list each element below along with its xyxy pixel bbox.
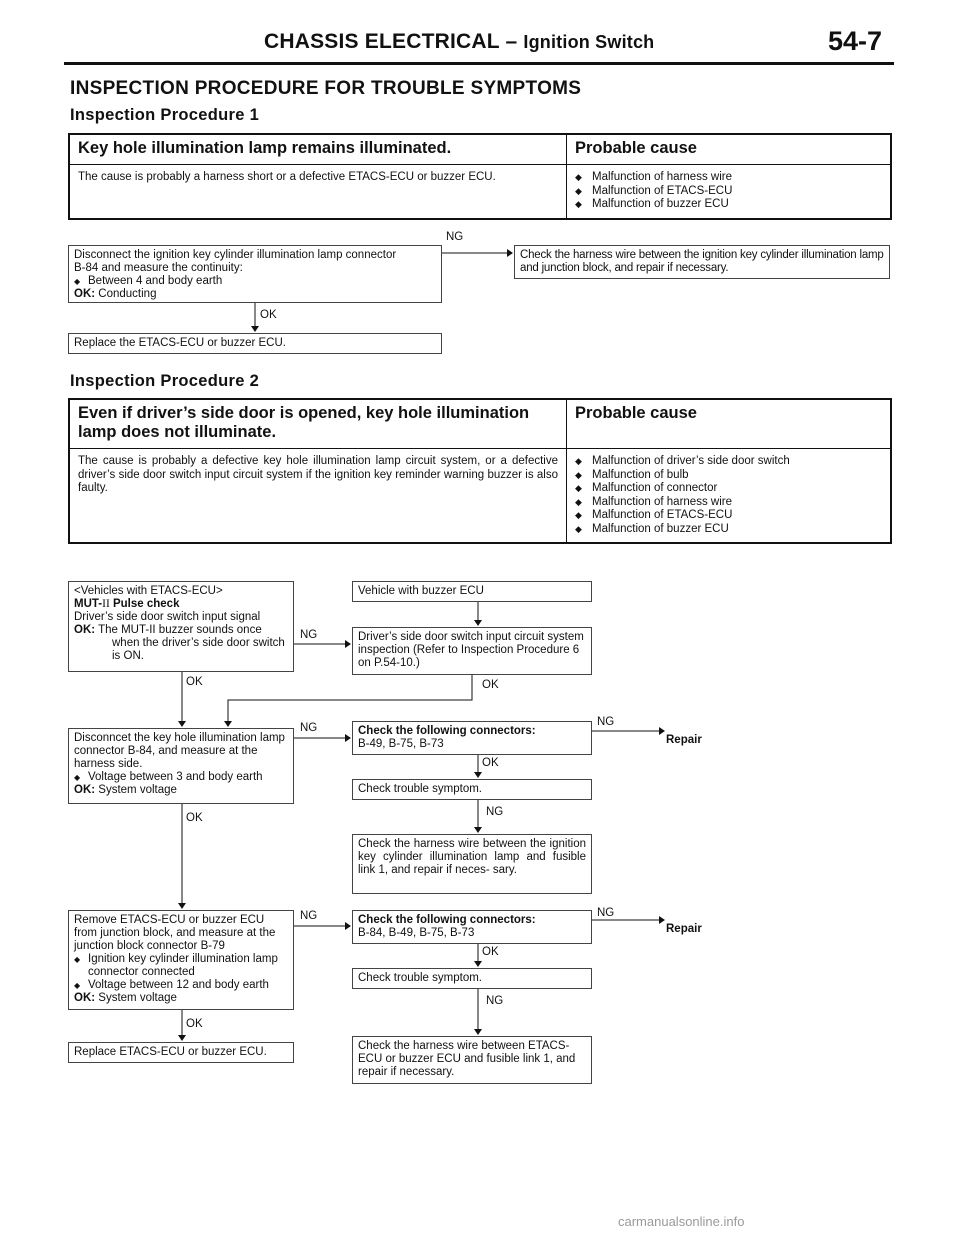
flow-label-ng: NG [300,722,318,734]
flow-label-ng: NG [486,806,504,818]
list-item: ◆ Malfunction of ETACS-ECU [575,509,882,523]
flow-label-ok: OK [186,812,203,824]
p2-check-trouble-2: Check trouble symptom. [352,968,592,989]
flow-label-ok: OK [186,1018,203,1030]
procedure2-cause-header: Probable cause [567,399,892,449]
repair-label: Repair [666,734,702,746]
procedure1-description: The cause is probably a harness short or a defective ETACS-ECU or buzzer ECU. [78,171,496,183]
arrow-ok [228,675,472,726]
list-item: ◆ Malfunction of ETACS-ECU [575,185,882,199]
flow-label-ok: OK [482,679,499,691]
p2-check-trouble-1: Check trouble symptom. [352,779,592,800]
procedure1-cause-header: Probable cause [567,134,892,165]
flow-label-ng: NG [446,231,464,243]
procedure2-description: The cause is probably a defective key hole illumination lamp circuit system, or a defective driver’s side door switch input circuit system if the ignition key reminder warning buzzer is also faulty. [78,455,558,494]
flow-label-ok: OK [482,946,499,958]
list-item: ◆ Malfunction of harness wire [575,171,882,185]
header-subtitle: Ignition Switch [523,32,655,52]
repair-label: Repair [666,923,702,935]
flow-label-ok: OK [260,309,277,321]
flow-label-ng: NG [597,907,615,919]
list-item: ◆ Malfunction of buzzer ECU [575,198,882,212]
procedure1-symptom: Key hole illumination lamp remains illuminated. [69,134,567,165]
header-title: CHASSIS ELECTRICAL [264,30,500,53]
p1-result-harness: Check the harness wire between the ignition key cylinder illumination lamp and junction block, and repair if necessary. [514,245,890,279]
header-dash: – [505,30,518,53]
list-item: ◆ Malfunction of bulb [575,469,882,483]
flow-label-ng: NG [486,995,504,1007]
list-item: ◆ Malfunction of connector [575,482,882,496]
p2-harness-check-2: Check the harness wire between ETACS-ECU or buzzer ECU and fusible link 1, and repair if necessary. [352,1036,592,1084]
p2-check-connectors-2: Check the following connectors: B-84, B-49, B-75, B-73 [352,910,592,944]
list-item: ◆ Malfunction of buzzer ECU [575,523,882,537]
list-item: ◆ Malfunction of driver’s side door switch [575,455,882,469]
flow-label-ok: OK [186,676,203,688]
p2-disconnect-lamp: Disconncet the key hole illumination lamp connector B-84, and measure at the harness side. ◆ Voltage between 3 and body earth OK: System voltage [68,728,294,804]
flow-label-ng: NG [300,910,318,922]
list-item: ◆ Malfunction of harness wire [575,496,882,510]
p1-step-disconnect: Disconnect the ignition key cylinder illumination lamp connector B-84 and measure the continuity: ◆ Between 4 and body earth OK: Conducting [68,245,442,303]
p2-remove-ecu: Remove ETACS-ECU or buzzer ECU from junction block, and measure at the junction block connector B-79 ◆ Ignition key cylinder illumination lamp connector connected ◆ Voltage between 12 and body earth OK: System voltage [68,910,294,1010]
p2-mut-pulse-check: <Vehicles with ETACS-ECU> MUT-II Pulse check Driver’s side door switch input signal OK: The MUT-II buzzer sounds once when the driver’s side door switch is ON. [68,581,294,672]
procedure1-heading: Inspection Procedure 1 [70,106,260,124]
p2-buzzer-vehicle: Vehicle with buzzer ECU [352,581,592,602]
p2-door-switch-inspection: Driver’s side door switch input circuit system inspection (Refer to Inspection Procedure 6 on P.54-10.) [352,627,592,675]
p2-harness-check-1: Check the harness wire between the ignition key cylinder illumination lamp and fusible link 1, and repair if neces- sary. [352,834,592,894]
p2-check-connectors-1: Check the following connectors: B-49, B-75, B-73 [352,721,592,755]
flow-label-ok: OK [482,757,499,769]
main-heading: INSPECTION PROCEDURE FOR TROUBLE SYMPTOMS [70,78,582,99]
page-number: 54-7 [828,26,883,56]
procedure2-heading: Inspection Procedure 2 [70,372,260,390]
p2-replace-ecu: Replace ETACS-ECU or buzzer ECU. [68,1042,294,1063]
flow-label-ng: NG [300,629,318,641]
flow-label-ng: NG [597,716,615,728]
watermark-footer: carmanualsonline.info [618,1214,745,1229]
p1-result-replace: Replace the ETACS-ECU or buzzer ECU. [68,333,442,354]
procedure2-symptom: Even if driver’s side door is opened, key hole illumination lamp does not illuminate. [69,399,567,449]
